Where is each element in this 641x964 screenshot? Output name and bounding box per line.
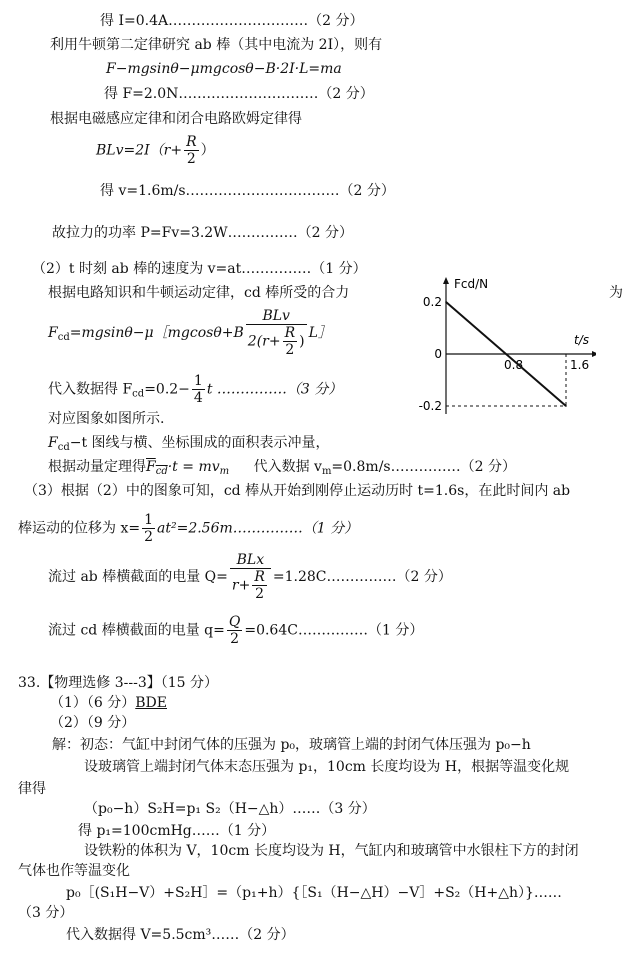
fcd-t-symbol: F [48, 435, 58, 451]
vm-subscript: m [219, 466, 230, 477]
fcd-numeric-mid: =0.2− [144, 381, 190, 398]
data-point [565, 405, 567, 407]
emf-law-intro: 根据电磁感应定律和闭合电路欧姆定律得 [50, 111, 302, 127]
frac-denominator: 2 [186, 151, 196, 167]
result-power: 故拉力的功率 P=Fv=3.2W……………（2 分） [52, 225, 353, 241]
frac-numerator: BLv [246, 308, 307, 325]
frac-denominator: 2 [144, 529, 153, 545]
q33-part1-label: （1）（6 分） [50, 695, 136, 711]
emf-left: BLv=2I（r+ [96, 142, 183, 159]
charge-cd-tail: =0.64C……………（1 分） [244, 622, 424, 639]
solution-final-state-cont: 律得 [18, 781, 46, 797]
y-tick-label: 0 [434, 347, 442, 361]
frac-denominator: 4 [193, 390, 203, 406]
displacement-line [18, 512, 358, 545]
frac-numerator: 1 [193, 373, 203, 389]
isothermal-equation-2: p₀［(S₁H−V）+S₂H］=（p₁+h）{［S₁（H−△H）−V］+S₂（H+△h）}…… [66, 885, 562, 901]
fcd-t-text: −t 图线与横、坐标围成的面积表示冲量， [69, 435, 330, 451]
solution-final-state: 设玻璃管上端封闭气体末态压强为 p₁，10cm 长度均设为 H，根据等温变化规 [84, 759, 570, 775]
charge-cd-line [48, 614, 423, 647]
frac-numerator: R [284, 325, 296, 341]
frac-denominator: 2 [285, 342, 295, 358]
den-right: ) [299, 333, 305, 350]
equation-fcd-numeric [48, 373, 342, 406]
fcd-expression: =mgsinθ−μ［mgcosθ+B [69, 325, 244, 341]
q33-part1-answer: BDE [135, 695, 167, 711]
iron-powder-intro-cont: 气体也作等温变化 [18, 863, 130, 879]
part2-intro: 根据电路知识和牛顿运动定律，cd 棒所受的合力 [48, 285, 350, 301]
frac-numerator: Q [228, 614, 241, 630]
fcd-tail: L］ [308, 325, 332, 341]
charge-cd-prefix: 流过 cd 棒横截面的电量 q= [48, 622, 225, 639]
charge-ab-prefix: 流过 ab 棒横截面的电量 Q= [48, 569, 228, 585]
equation-emf [96, 134, 215, 167]
emf-right: ） [200, 142, 215, 159]
fcd-average [146, 459, 168, 475]
momentum-eq: ·t = mv [167, 459, 220, 475]
isothermal-equation-1: （p₀−h）S₂H=p₁ S₂（H−△h）……（3 分） [84, 801, 376, 817]
vm-result: =0.8m/s……………（2 分） [331, 459, 516, 475]
part2-velocity: （2）t 时刻 ab 棒的速度为 v=at……………（1 分） [32, 261, 367, 277]
q33-part1 [50, 694, 167, 712]
frac-numerator: R [186, 134, 197, 150]
data-point [505, 353, 507, 355]
fcd-numeric-prefix: 代入数据得 F [48, 381, 133, 398]
momentum-theorem [48, 458, 516, 481]
result-force: 得 F=2.0N…………………………（2 分） [104, 86, 374, 102]
frac-denominator: 2 [255, 586, 265, 602]
graph-reference: 对应图象如图所示. [48, 411, 165, 427]
frac-denominator [230, 569, 271, 602]
solution-initial-state: 解：初态：气缸中封闭气体的压强为 p₀，玻璃管上端的封闭气体压强为 p₀−h [52, 737, 531, 753]
y-tick-label: 0.2 [422, 295, 442, 309]
fraction-r-over-2-inner [252, 569, 267, 602]
displacement-prefix: 棒运动的位移为 x= [18, 520, 141, 537]
fcd-avg-symbol: F [146, 459, 156, 475]
y-axis-arrow [443, 277, 449, 284]
newton-law-intro: 利用牛顿第二定律研究 ab 棒（其中电流为 2I），则有 [50, 37, 383, 53]
impulse-statement [48, 434, 330, 457]
fraction-blx [230, 552, 271, 602]
q33-part2: （2）（9 分） [50, 715, 136, 731]
fcd-symbol: F [48, 325, 58, 341]
charge-ab-line [48, 552, 452, 602]
den-left: 2(r+ [247, 333, 281, 350]
fcd-numeric-tail: t ……………（3 分） [206, 381, 343, 398]
equation-newton: F−mgsinθ−μmgcosθ−B·2I·L=ma [106, 61, 342, 77]
fcd-t-subscript: cd [57, 442, 70, 453]
frac-denominator [246, 325, 307, 358]
den-left: r+ [231, 577, 251, 594]
result-pressure: 得 p₁=100cmHg……（1 分） [78, 823, 276, 839]
result-volume: 代入数据得 V=5.5cm³……（2 分） [66, 927, 295, 943]
fraction-blv [246, 308, 307, 358]
frac-numerator: 1 [144, 512, 153, 528]
x-axis-label: t/s [574, 333, 589, 347]
x-axis-arrow [592, 351, 596, 357]
vm-subscript-2: m [321, 466, 332, 477]
x-tick-label: 0.8 [504, 358, 524, 372]
fraction-1-over-2 [142, 512, 155, 545]
substitute-prefix: 代入数据 v [253, 459, 322, 475]
fraction-r-over-2 [184, 134, 199, 167]
frac-denominator: 2 [230, 631, 240, 647]
frac-numerator: BLx [230, 552, 271, 569]
part3-intro: （3）根据（2）中的图象可知，cd 棒从开始到刚停止运动历时 t=1.6s，在此时间内 ab [24, 483, 571, 499]
result-velocity: 得 v=1.6m/s……………………………（2 分） [100, 183, 395, 199]
fraction-q-over-2 [227, 614, 242, 647]
fraction-1-over-4 [192, 373, 205, 406]
part2-trailing-char: 为 [609, 285, 623, 301]
fcd-subscript: cd [57, 332, 70, 343]
data-point [445, 301, 447, 303]
frac-numerator: R [254, 569, 265, 585]
isothermal-equation-2-score: （3 分） [18, 905, 74, 921]
question-33-title: 33.【物理选修 3---3】（15 分） [18, 675, 218, 691]
x-tick-label: 1.6 [570, 358, 590, 372]
momentum-prefix: 根据动量定理得 [48, 459, 146, 475]
fraction-r-over-2-inner [283, 325, 298, 358]
fcd-avg-subscript: cd [155, 466, 168, 477]
fcd-numeric-subscript: cd [132, 388, 145, 400]
fcd-t-chart [416, 272, 596, 422]
iron-powder-intro: 设铁粉的体积为 V，10cm 长度均设为 H，气缸内和玻璃管中水银柱下方的封闭 [84, 843, 579, 859]
result-current: 得 I=0.4A…………………………（2 分） [100, 13, 364, 29]
equation-fcd [48, 308, 332, 358]
displacement-tail: at²=2.56m……………（1 分） [157, 520, 359, 537]
y-axis-label: Fcd/N [454, 277, 489, 291]
y-tick-label: -0.2 [418, 399, 442, 413]
charge-ab-tail: =1.28C……………（2 分） [272, 569, 452, 585]
